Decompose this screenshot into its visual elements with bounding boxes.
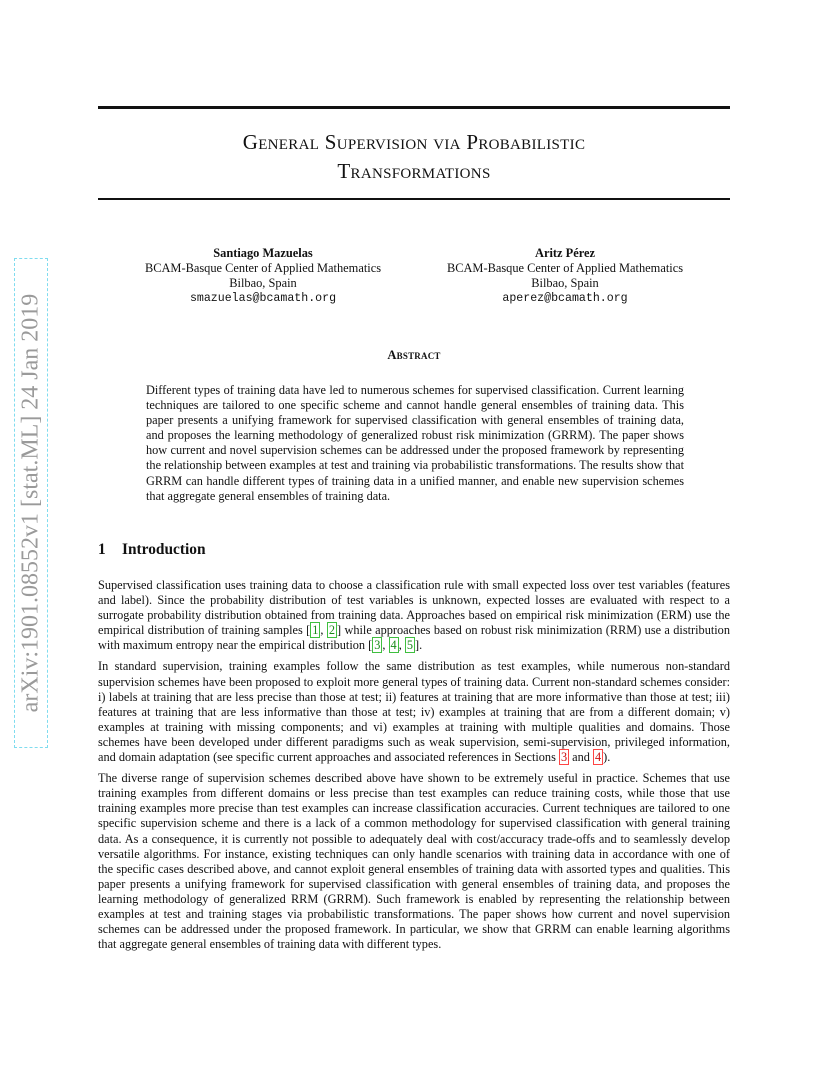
author-location: Bilbao, Spain xyxy=(229,276,297,290)
section-number: 1 xyxy=(98,541,106,558)
author-email[interactable]: aperez@bcamath.org xyxy=(502,292,628,305)
author-name: Santiago Mazuelas xyxy=(213,246,313,260)
author-1 xyxy=(118,246,408,306)
title-top-rule xyxy=(98,106,730,109)
title-line-1: General Supervision via Probabilistic xyxy=(242,130,586,154)
section-title: Introduction xyxy=(122,541,206,558)
citation-separator: , xyxy=(398,638,405,653)
citation-separator: , xyxy=(320,623,327,638)
section-body xyxy=(98,578,730,958)
section-ref-link[interactable]: 3 xyxy=(560,750,568,765)
author-name: Aritz Pérez xyxy=(535,246,595,260)
author-affiliation: BCAM-Basque Center of Applied Mathematics xyxy=(446,261,684,275)
paragraph-3: The diverse range of supervision schemes described above have shown to be extremely useful in practice. Schemes that use training examples from different domains or less precise than test examples can reduce training costs, while those that use training examples more precise than test examples can increase classification accuracies. Current techniques are tailored to one specific supervision scheme and there is a lack of a common methodology for supervised classification with general training data. As a consequence, it is currently not possible to adequately deal with cost/accuracy trade-offs and to seamlessly develop versatile algorithms. For instance, existing techniques can only handle scenarios with training data in accordance with one of the specific cases described above, and cannot exploit general ensembles of training data with assorted types and qualities. This paper presents a unifying framework for supervised classification with general ensembles of training data, and proposes the learning methodology of generalized RRM (GRRM). Such framework is enabled by representing the relationship between examples at test and training stages via probabilistic transformations. The paper shows how current and novel supervision schemes can be addressed under the proposed framework. In particular, we show that GRRM can enable learning algorithms that aggregate general ensembles of training data with different types. xyxy=(98,771,730,952)
citation-link[interactable]: 5 xyxy=(406,638,414,653)
citation-link[interactable]: 2 xyxy=(328,623,335,638)
citation-link[interactable]: 3 xyxy=(374,638,381,653)
arxiv-stamp-text: arXiv:1901.08552v1 [stat.ML] 24 Jan 2019 xyxy=(17,293,44,713)
paragraph-text: Supervised classification uses training data to choose a classification rule with small expected loss over test variables (features and label). Since the probability distribution of test variables is unknown, expected losses are evaluated with respect to a surrogate probability distribution obtained from training data. Approaches based on empirical risk minimization (ERM) use the empirical distribution of training samples [ xyxy=(98,578,730,638)
arxiv-stamp[interactable] xyxy=(8,258,54,748)
section-ref-link[interactable]: 4 xyxy=(595,750,602,765)
citation-link[interactable]: 4 xyxy=(390,638,397,653)
title-bottom-rule xyxy=(98,198,730,200)
abstract-text: Different types of training data have led to numerous schemes for supervised classification. Current learning techniques are tailored to one specific scheme and cannot handle general ensembles of training data. This paper presents a unifying framework for supervised classification with general ensembles of training data, and proposes the learning methodology of generalized robust risk minimization (GRRM). The paper shows how current and novel supervision schemes can be addressed under the proposed framework by representing the relationship between examples at test and training via probabilistic transformations. The results show that GRRM can handle different types of training data in a unified manner, and enable new supervision schemes that aggregate general ensembles of training data. xyxy=(146,383,684,503)
paragraph-1 xyxy=(98,578,730,653)
citation-link[interactable]: 1 xyxy=(312,623,319,638)
title-line-2: Transformations xyxy=(337,159,491,183)
paragraph-text: and xyxy=(569,750,593,765)
paragraph-text: In standard supervision, training examples follow the same distribution as test examples, while numerous non-standard supervision schemes have been proposed to exploit more general types of training data. Current non-standard schemes consider: i) labels at training that are less precise than those at test; ii) features at training that are more informative than those at test; iii) features at training that are less informative than those at test; iv) examples at training that are from a different domain; v) examples at training with missing components; and vi) examples at training with multiple qualities and domains. Those schemes have been developed under different paradigms such as weak supervision, semi-supervision, privileged information, and domain adaptation (see specific current approaches and associated references in Sections xyxy=(98,659,730,765)
abstract-heading: Abstract xyxy=(387,348,441,362)
paper-title xyxy=(98,128,730,186)
section-heading xyxy=(98,541,206,559)
paragraph-text: ]. xyxy=(415,638,423,653)
paragraph-text: ] while approaches based on robust risk minimization (RRM) use a distribution with maximum entropy near the empirical distribution [ xyxy=(98,623,730,653)
author-location: Bilbao, Spain xyxy=(531,276,599,290)
paragraph-text: ). xyxy=(603,750,611,765)
author-2 xyxy=(420,246,710,306)
paragraph-2 xyxy=(98,659,730,765)
author-affiliation: BCAM-Basque Center of Applied Mathematics xyxy=(144,261,382,275)
citation-separator: , xyxy=(382,638,389,653)
author-email[interactable]: smazuelas@bcamath.org xyxy=(189,292,337,305)
author-block xyxy=(0,246,828,316)
